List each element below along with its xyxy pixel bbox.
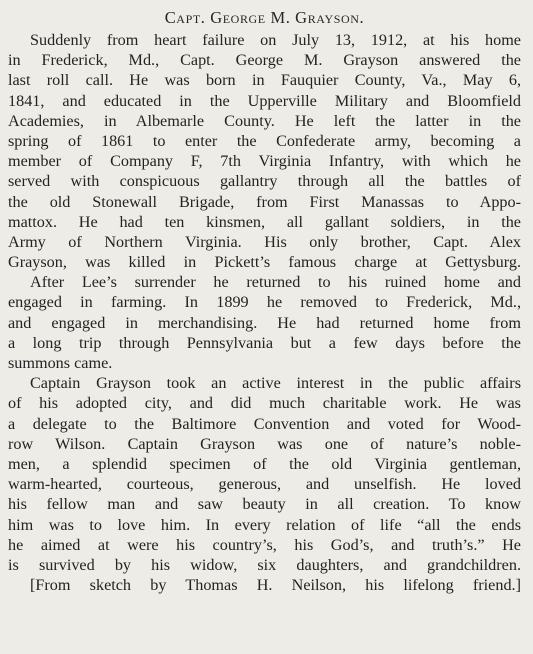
article-heading: Capt. George M. Grayson. (164, 8, 365, 27)
text-line: a delegate to the Baltimore Convention and voted for Wood- (8, 414, 521, 433)
text-line: summons came. (8, 354, 113, 372)
text-line: the old Stonewall Brigade, from First Manassas to Appo- (8, 192, 521, 211)
text-line: served with conspicuous gallantry through all the battles of (8, 172, 521, 191)
text-line: Academies, in Albemarle County. He left the latter in the (8, 111, 521, 130)
text-line: row Wilson. Captain Grayson was one of nature’s noble- (8, 434, 521, 453)
source-note-block (8, 575, 521, 595)
text-line: engaged in farming. In 1899 he removed to Frederick, Md., (8, 293, 521, 312)
text-line: of his adopted city, and did much charitable work. He was (8, 394, 521, 413)
text-line: and engaged in merchandising. He had returned home from (8, 313, 521, 332)
source-note: [From sketch by Thomas H. Neilson, his lifelong friend.] (30, 576, 521, 595)
text-line: last roll call. He was born in Fauquier County, Va., May 6, (8, 71, 521, 90)
paragraph-1 (8, 30, 521, 272)
text-line: warm-hearted, courteous, generous, and unselfish. He loved (8, 475, 521, 494)
text-line: spring of 1861 to enter the Confederate army, becoming a (8, 131, 521, 150)
text-line: a long trip through Pennsylvania but a few days before the (8, 333, 521, 352)
text-line: is survived by his widow, six daughters, and grandchildren. (8, 555, 521, 574)
text-line: member of Company F, 7th Virginia Infantry, with which he (8, 152, 521, 171)
text-line: Grayson, was killed in Pickett’s famous charge at Gettysburg. (8, 253, 521, 272)
text-line: he aimed at were his country’s, his God’s, and truth’s.” He (8, 535, 521, 554)
text-line: 1841, and educated in the Upperville Military and Bloomfield (8, 91, 521, 110)
text-line: his fellow man and saw beauty in all creation. To know (8, 495, 521, 514)
text-line: him was to love him. In every relation of life “all the ends (8, 515, 521, 534)
text-line: in Frederick, Md., Capt. George M. Grayson answered the (8, 51, 521, 70)
text-line: men, a splendid specimen of the old Virginia gentleman, (8, 454, 521, 473)
text-line: mattox. He had ten kinsmen, all gallant soldiers, in the (8, 212, 521, 231)
paragraph-3 (8, 373, 521, 575)
text-line: Army of Northern Virginia. His only brother, Capt. Alex (8, 232, 521, 251)
text-line: Captain Grayson took an active interest in the public affairs (30, 374, 521, 393)
text-line: Suddenly from heart failure on July 13, 1912, at his home (30, 31, 521, 49)
text-line: After Lee’s surrender he returned to his ruined home and (30, 273, 521, 292)
paragraph-2 (8, 272, 521, 373)
